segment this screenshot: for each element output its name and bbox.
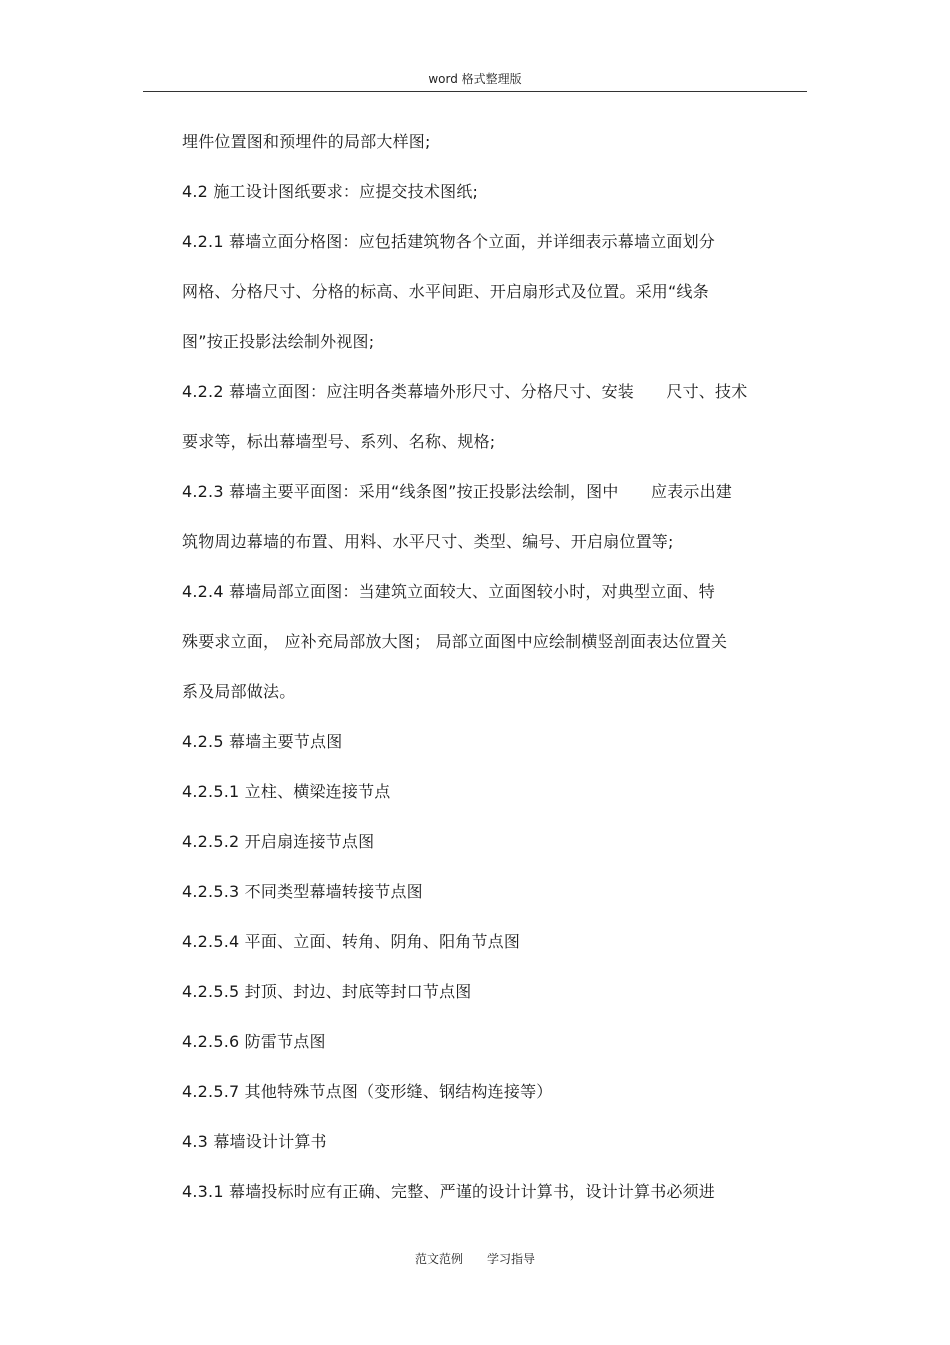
document-body (182, 122, 807, 1222)
section-4-2-5-7: 4.2.5.7 其他特殊节点图（变形缝、钢结构连接等） (182, 1082, 553, 1101)
section-4-3-heading: 4.3 幕墙设计计算书 (182, 1132, 327, 1151)
body-line: 殊要求立面， 应补充局部放大图； 局部立面图中应绘制横竖剖面表达位置关 (182, 632, 728, 651)
body-line: 网格、分格尺寸、分格的标高、水平间距、开启扇形式及位置。采用“线条 (182, 282, 709, 301)
section-4-2-5-5: 4.2.5.5 封顶、封边、封底等封口节点图 (182, 982, 472, 1001)
section-4-2-4: 4.2.4 幕墙局部立面图：当建筑立面较大、立面图较小时，对典型立面、特 (182, 582, 715, 601)
section-4-2-5-4: 4.2.5.4 平面、立面、转角、阴角、阳角节点图 (182, 932, 521, 951)
body-line: 系及局部做法。 (182, 682, 296, 701)
section-4-2-5: 4.2.5 幕墙主要节点图 (182, 732, 343, 751)
body-line: 筑物周边幕墙的布置、用料、水平尺寸、类型、编号、开启扇位置等; (182, 532, 674, 551)
page-header-title: word 格式整理版 (428, 72, 522, 86)
section-4-2-5-3: 4.2.5.3 不同类型幕墙转接节点图 (182, 882, 423, 901)
section-4-2-5-2: 4.2.5.2 开启扇连接节点图 (182, 832, 375, 851)
section-4-2-1: 4.2.1 幕墙立面分格图：应包括建筑物各个立面，并详细表示幕墙立面划分 (182, 232, 715, 251)
section-4-2-5-6: 4.2.5.6 防雷节点图 (182, 1032, 326, 1051)
section-4-2-5-1: 4.2.5.1 立柱、横梁连接节点 (182, 782, 391, 801)
section-4-2-heading: 4.2 施工设计图纸要求：应提交技术图纸; (182, 182, 479, 201)
body-line: 要求等，标出幕墙型号、系列、名称、规格; (182, 432, 496, 451)
page-footer: 范文范例 学习指导 (414, 1252, 535, 1266)
section-4-2-3: 4.2.3 幕墙主要平面图：采用“线条图”按正投影法绘制，图中 应表示出建 (182, 482, 732, 501)
section-4-2-2: 4.2.2 幕墙立面图：应注明各类幕墙外形尺寸、分格尺寸、安装 尺寸、技术 (182, 382, 748, 401)
section-4-3-1: 4.3.1 幕墙投标时应有正确、完整、严谨的设计计算书，设计计算书必须进 (182, 1182, 715, 1201)
body-line: 图”按正投影法绘制外视图; (182, 332, 375, 351)
header-divider (143, 91, 807, 92)
body-line: 埋件位置图和预埋件的局部大样图; (182, 132, 431, 151)
